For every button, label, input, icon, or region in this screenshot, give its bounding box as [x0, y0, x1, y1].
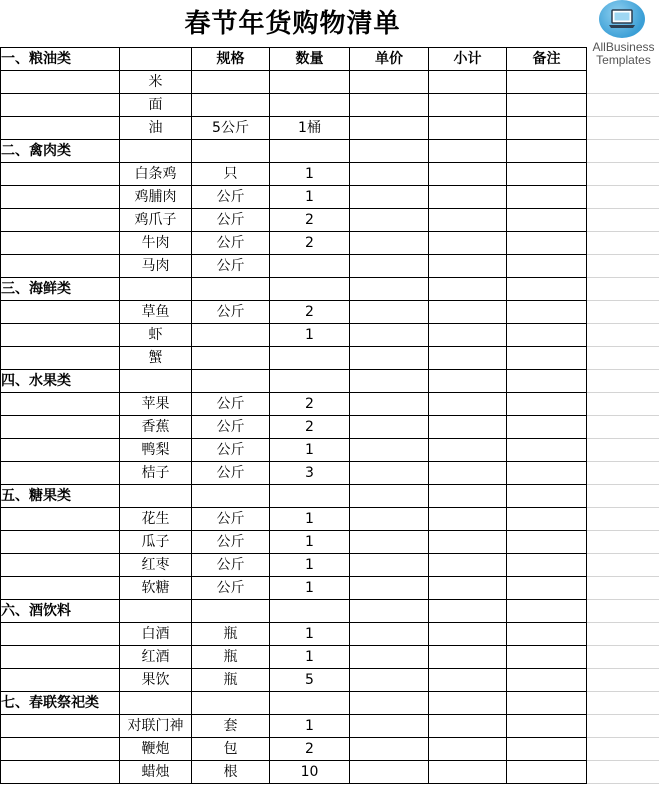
cell-item[interactable] [120, 370, 192, 393]
cell-unit-price[interactable] [350, 623, 429, 646]
cell-qty[interactable]: 1 [270, 531, 350, 554]
cell-item[interactable]: 米 [120, 71, 192, 94]
cell-qty[interactable] [270, 370, 350, 393]
cell-spec[interactable] [192, 692, 270, 715]
cell-item[interactable]: 鸡爪子 [120, 209, 192, 232]
category-row [1, 600, 587, 623]
cell-note[interactable] [507, 646, 587, 669]
cell-spec[interactable]: 公斤 [192, 531, 270, 554]
cell-spec[interactable] [192, 71, 270, 94]
cell-spec[interactable]: 公斤 [192, 301, 270, 324]
empty-sheet-gridlines [585, 70, 659, 786]
cell-item[interactable]: 蜡烛 [120, 761, 192, 784]
cell-qty[interactable]: 1 [270, 623, 350, 646]
logo-badge [599, 0, 645, 38]
cell-category[interactable] [1, 255, 120, 278]
cell-item[interactable] [120, 140, 192, 163]
cell-category[interactable]: 二、禽肉类 [1, 140, 120, 163]
cell-note[interactable] [507, 117, 587, 140]
cell-note[interactable] [507, 554, 587, 577]
cell-spec[interactable]: 公斤 [192, 577, 270, 600]
cell-subtotal[interactable] [429, 439, 507, 462]
cell-subtotal[interactable] [429, 186, 507, 209]
cell-qty[interactable]: 2 [270, 232, 350, 255]
cell-spec[interactable]: 公斤 [192, 209, 270, 232]
column-header-qty[interactable]: 数量 [270, 48, 350, 71]
cell-subtotal[interactable] [429, 554, 507, 577]
cell-subtotal[interactable] [429, 600, 507, 623]
cell-category[interactable] [1, 209, 120, 232]
cell-subtotal[interactable] [429, 646, 507, 669]
cell-subtotal[interactable] [429, 738, 507, 761]
cell-category[interactable] [1, 186, 120, 209]
cell-item[interactable]: 马肉 [120, 255, 192, 278]
cell-spec[interactable]: 公斤 [192, 462, 270, 485]
cell-note[interactable] [507, 324, 587, 347]
cell-qty[interactable]: 3 [270, 462, 350, 485]
cell-item[interactable]: 白酒 [120, 623, 192, 646]
cell-item[interactable]: 对联门神 [120, 715, 192, 738]
cell-category[interactable] [1, 416, 120, 439]
cell-unit-price[interactable] [350, 416, 429, 439]
cell-item[interactable]: 桔子 [120, 462, 192, 485]
cell-category[interactable] [1, 577, 120, 600]
table-row [1, 186, 587, 209]
table-row [1, 462, 587, 485]
cell-unit-price[interactable] [350, 117, 429, 140]
cell-subtotal[interactable] [429, 715, 507, 738]
cell-category[interactable] [1, 761, 120, 784]
cell-subtotal[interactable] [429, 278, 507, 301]
cell-note[interactable] [507, 232, 587, 255]
cell-subtotal[interactable] [429, 623, 507, 646]
cell-qty[interactable]: 1 [270, 577, 350, 600]
cell-spec[interactable]: 公斤 [192, 393, 270, 416]
cell-category[interactable] [1, 232, 120, 255]
cell-qty[interactable]: 2 [270, 738, 350, 761]
table-row [1, 646, 587, 669]
cell-item[interactable]: 鞭炮 [120, 738, 192, 761]
cell-category[interactable] [1, 324, 120, 347]
cell-qty[interactable]: 2 [270, 209, 350, 232]
category-row [1, 485, 587, 508]
cell-note[interactable] [507, 393, 587, 416]
cell-qty[interactable]: 1 [270, 324, 350, 347]
cell-qty[interactable]: 1 [270, 646, 350, 669]
table-row [1, 623, 587, 646]
cell-item[interactable]: 蟹 [120, 347, 192, 370]
cell-note[interactable] [507, 715, 587, 738]
cell-subtotal[interactable] [429, 117, 507, 140]
cell-spec[interactable] [192, 600, 270, 623]
cell-category[interactable] [1, 623, 120, 646]
table-row [1, 163, 587, 186]
cell-qty[interactable] [270, 485, 350, 508]
cell-category[interactable] [1, 439, 120, 462]
cell-category[interactable] [1, 117, 120, 140]
cell-category[interactable]: 七、春联祭祀类 [1, 692, 120, 715]
cell-qty[interactable]: 1 [270, 715, 350, 738]
laptop-icon [608, 8, 636, 30]
cell-qty[interactable]: 2 [270, 416, 350, 439]
cell-qty[interactable]: 1 [270, 186, 350, 209]
table-row [1, 669, 587, 692]
cell-subtotal[interactable] [429, 347, 507, 370]
table-row [1, 232, 587, 255]
cell-note[interactable] [507, 301, 587, 324]
cell-unit-price[interactable] [350, 761, 429, 784]
cell-note[interactable] [507, 140, 587, 163]
cell-category[interactable] [1, 94, 120, 117]
cell-category[interactable] [1, 393, 120, 416]
cell-note[interactable] [507, 692, 587, 715]
cell-subtotal[interactable] [429, 577, 507, 600]
cell-note[interactable] [507, 761, 587, 784]
cell-unit-price[interactable] [350, 439, 429, 462]
cell-qty[interactable] [270, 278, 350, 301]
cell-category[interactable] [1, 646, 120, 669]
cell-note[interactable] [507, 255, 587, 278]
cell-item[interactable]: 油 [120, 117, 192, 140]
cell-category[interactable] [1, 531, 120, 554]
cell-item[interactable]: 软糖 [120, 577, 192, 600]
cell-item[interactable]: 果饮 [120, 669, 192, 692]
cell-subtotal[interactable] [429, 669, 507, 692]
cell-subtotal[interactable] [429, 761, 507, 784]
cell-qty[interactable] [270, 600, 350, 623]
cell-category[interactable] [1, 347, 120, 370]
cell-spec[interactable] [192, 140, 270, 163]
logo-text-line1: AllBusiness [592, 40, 655, 54]
cell-category[interactable] [1, 738, 120, 761]
cell-unit-price[interactable] [350, 600, 429, 623]
cell-spec[interactable]: 公斤 [192, 508, 270, 531]
cell-category[interactable] [1, 554, 120, 577]
cell-qty[interactable]: 1 [270, 163, 350, 186]
cell-unit-price[interactable] [350, 301, 429, 324]
cell-qty[interactable]: 10 [270, 761, 350, 784]
table-row [1, 761, 587, 784]
cell-unit-price[interactable] [350, 692, 429, 715]
page-title: 春节年货购物清单 [184, 9, 401, 39]
cell-note[interactable] [507, 347, 587, 370]
cell-note[interactable] [507, 600, 587, 623]
cell-item[interactable]: 面 [120, 94, 192, 117]
cell-qty[interactable]: 2 [270, 301, 350, 324]
cell-subtotal[interactable] [429, 209, 507, 232]
table-row [1, 94, 587, 117]
category-row [1, 278, 587, 301]
table-row [1, 347, 587, 370]
cell-note[interactable] [507, 278, 587, 301]
cell-qty[interactable] [270, 71, 350, 94]
cell-category[interactable]: 六、酒饮料 [1, 600, 120, 623]
cell-note[interactable] [507, 186, 587, 209]
cell-category[interactable] [1, 462, 120, 485]
cell-item[interactable] [120, 692, 192, 715]
cell-subtotal[interactable] [429, 232, 507, 255]
column-header-unit-price[interactable]: 单价 [350, 48, 429, 71]
cell-unit-price[interactable] [350, 232, 429, 255]
cell-item[interactable]: 虾 [120, 324, 192, 347]
cell-subtotal[interactable] [429, 301, 507, 324]
cell-item[interactable]: 瓜子 [120, 531, 192, 554]
cell-qty[interactable]: 1桶 [270, 117, 350, 140]
cell-item[interactable]: 红枣 [120, 554, 192, 577]
cell-unit-price[interactable] [350, 209, 429, 232]
cell-note[interactable] [507, 623, 587, 646]
cell-spec[interactable] [192, 278, 270, 301]
cell-spec[interactable]: 瓶 [192, 623, 270, 646]
cell-unit-price[interactable] [350, 393, 429, 416]
cell-unit-price[interactable] [350, 278, 429, 301]
cell-item[interactable]: 红酒 [120, 646, 192, 669]
cell-unit-price[interactable] [350, 715, 429, 738]
cell-item[interactable] [120, 278, 192, 301]
table-row [1, 738, 587, 761]
cell-unit-price[interactable] [350, 140, 429, 163]
cell-spec[interactable] [192, 324, 270, 347]
cell-item[interactable]: 鸡脯肉 [120, 186, 192, 209]
cell-spec[interactable]: 公斤 [192, 554, 270, 577]
category-row [1, 370, 587, 393]
cell-item[interactable]: 苹果 [120, 393, 192, 416]
cell-unit-price[interactable] [350, 370, 429, 393]
shopping-list-table [0, 47, 587, 784]
cell-note[interactable] [507, 669, 587, 692]
cell-category[interactable]: 一、粮油类 [1, 48, 120, 71]
table-row [1, 324, 587, 347]
table-row [1, 117, 587, 140]
cell-qty[interactable] [270, 94, 350, 117]
table-row [1, 554, 587, 577]
cell-unit-price[interactable] [350, 531, 429, 554]
cell-category[interactable] [1, 163, 120, 186]
cell-note[interactable] [507, 485, 587, 508]
logo-text-line2: Templates [596, 53, 651, 67]
cell-subtotal[interactable] [429, 370, 507, 393]
cell-subtotal[interactable] [429, 692, 507, 715]
cell-qty[interactable]: 1 [270, 439, 350, 462]
cell-spec[interactable]: 根 [192, 761, 270, 784]
cell-item[interactable]: 花生 [120, 508, 192, 531]
cell-item[interactable]: 鸭梨 [120, 439, 192, 462]
cell-item[interactable] [120, 48, 192, 71]
cell-item[interactable]: 香蕉 [120, 416, 192, 439]
cell-unit-price[interactable] [350, 485, 429, 508]
cell-subtotal[interactable] [429, 531, 507, 554]
cell-qty[interactable] [270, 255, 350, 278]
category-row [1, 692, 587, 715]
cell-subtotal[interactable] [429, 140, 507, 163]
cell-spec[interactable] [192, 370, 270, 393]
cell-unit-price[interactable] [350, 186, 429, 209]
cell-spec[interactable]: 只 [192, 163, 270, 186]
cell-qty[interactable]: 2 [270, 393, 350, 416]
cell-note[interactable] [507, 71, 587, 94]
cell-category[interactable]: 五、糖果类 [1, 485, 120, 508]
cell-unit-price[interactable] [350, 508, 429, 531]
cell-category[interactable] [1, 71, 120, 94]
cell-spec[interactable]: 公斤 [192, 255, 270, 278]
column-header-subtotal[interactable]: 小计 [429, 48, 507, 71]
cell-note[interactable] [507, 94, 587, 117]
cell-unit-price[interactable] [350, 462, 429, 485]
cell-subtotal[interactable] [429, 163, 507, 186]
cell-unit-price[interactable] [350, 577, 429, 600]
cell-unit-price[interactable] [350, 554, 429, 577]
cell-category[interactable] [1, 301, 120, 324]
cell-subtotal[interactable] [429, 393, 507, 416]
cell-spec[interactable]: 5公斤 [192, 117, 270, 140]
cell-category[interactable] [1, 669, 120, 692]
cell-category[interactable]: 三、海鲜类 [1, 278, 120, 301]
column-header-note[interactable]: 备注 [507, 48, 587, 71]
table-row [1, 531, 587, 554]
cell-spec[interactable]: 套 [192, 715, 270, 738]
table-row [1, 508, 587, 531]
table-row [1, 71, 587, 94]
cell-unit-price[interactable] [350, 347, 429, 370]
cell-spec[interactable]: 包 [192, 738, 270, 761]
cell-qty[interactable] [270, 140, 350, 163]
cell-category[interactable] [1, 715, 120, 738]
cell-item[interactable]: 草鱼 [120, 301, 192, 324]
cell-item[interactable]: 白条鸡 [120, 163, 192, 186]
table-row [1, 715, 587, 738]
cell-qty[interactable]: 1 [270, 508, 350, 531]
cell-unit-price[interactable] [350, 324, 429, 347]
category-row [1, 140, 587, 163]
cell-unit-price[interactable] [350, 646, 429, 669]
table-row [1, 577, 587, 600]
cell-unit-price[interactable] [350, 71, 429, 94]
cell-note[interactable] [507, 209, 587, 232]
table-row [1, 416, 587, 439]
cell-spec[interactable]: 公斤 [192, 416, 270, 439]
allbusiness-logo [588, 0, 659, 70]
table-row [1, 393, 587, 416]
cell-subtotal[interactable] [429, 485, 507, 508]
cell-note[interactable] [507, 531, 587, 554]
cell-note[interactable] [507, 439, 587, 462]
cell-unit-price[interactable] [350, 163, 429, 186]
cell-note[interactable] [507, 163, 587, 186]
cell-subtotal[interactable] [429, 94, 507, 117]
cell-subtotal[interactable] [429, 324, 507, 347]
cell-qty[interactable] [270, 692, 350, 715]
cell-spec[interactable] [192, 94, 270, 117]
cell-unit-price[interactable] [350, 255, 429, 278]
header-row [1, 48, 587, 71]
cell-spec[interactable] [192, 347, 270, 370]
cell-spec[interactable]: 公斤 [192, 439, 270, 462]
cell-qty[interactable]: 5 [270, 669, 350, 692]
table-row [1, 255, 587, 278]
cell-subtotal[interactable] [429, 416, 507, 439]
cell-item[interactable] [120, 600, 192, 623]
cell-item[interactable]: 牛肉 [120, 232, 192, 255]
cell-qty[interactable] [270, 347, 350, 370]
cell-spec[interactable] [192, 485, 270, 508]
table-row [1, 301, 587, 324]
cell-category[interactable]: 四、水果类 [1, 370, 120, 393]
cell-note[interactable] [507, 416, 587, 439]
cell-item[interactable] [120, 485, 192, 508]
cell-subtotal[interactable] [429, 71, 507, 94]
cell-note[interactable] [507, 370, 587, 393]
table-row [1, 439, 587, 462]
column-header-spec[interactable]: 规格 [192, 48, 270, 71]
cell-subtotal[interactable] [429, 462, 507, 485]
cell-subtotal[interactable] [429, 508, 507, 531]
cell-spec[interactable]: 公斤 [192, 186, 270, 209]
cell-qty[interactable]: 1 [270, 554, 350, 577]
cell-note[interactable] [507, 462, 587, 485]
cell-category[interactable] [1, 508, 120, 531]
cell-note[interactable] [507, 577, 587, 600]
cell-spec[interactable]: 公斤 [192, 232, 270, 255]
cell-unit-price[interactable] [350, 738, 429, 761]
cell-subtotal[interactable] [429, 255, 507, 278]
cell-spec[interactable]: 瓶 [192, 669, 270, 692]
cell-note[interactable] [507, 738, 587, 761]
table-row [1, 209, 587, 232]
cell-unit-price[interactable] [350, 94, 429, 117]
cell-spec[interactable]: 瓶 [192, 646, 270, 669]
cell-note[interactable] [507, 508, 587, 531]
cell-unit-price[interactable] [350, 669, 429, 692]
